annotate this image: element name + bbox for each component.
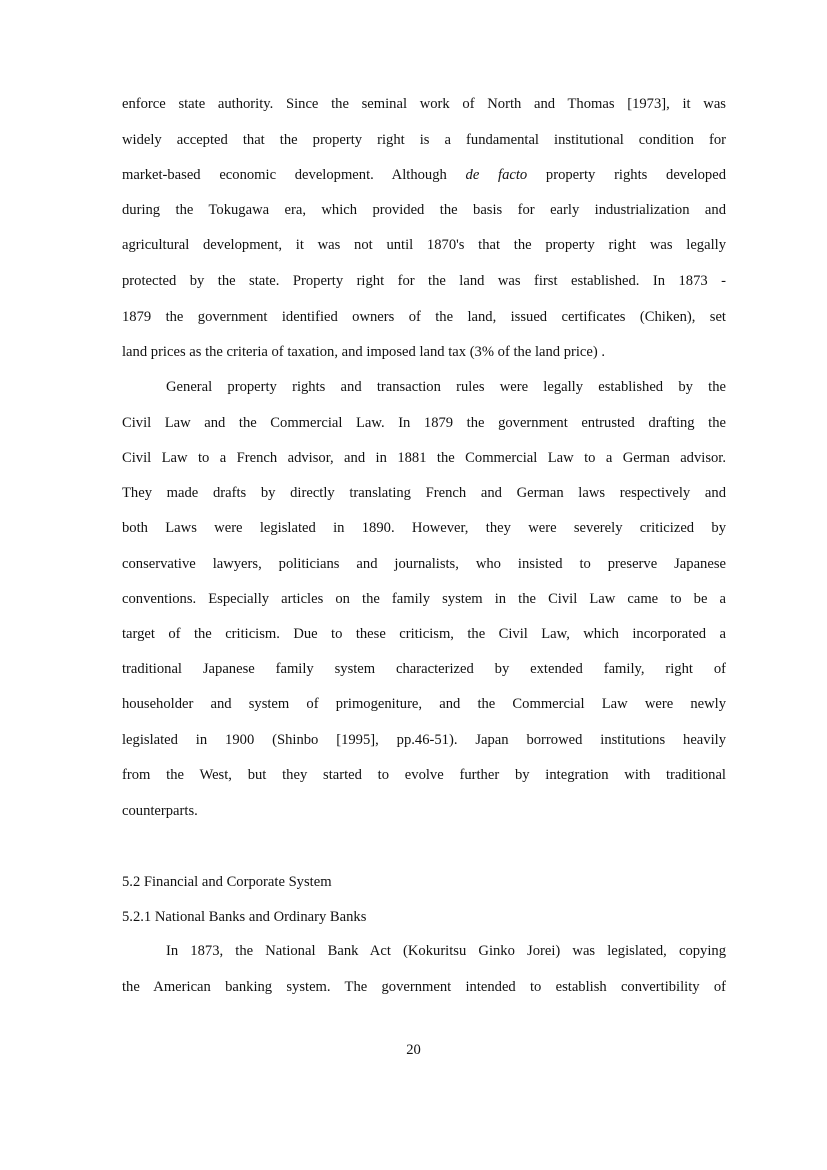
paragraph-line: protected by the state. Property right for the land was first established. In 1873 - — [122, 273, 726, 289]
paragraph-line: enforce state authority. Since the seminal work of North and Thomas [1973], it was — [122, 96, 726, 112]
paragraph-line: the American banking system. The government intended to establish convertibility of — [122, 979, 726, 995]
paragraph-line: land prices as the criteria of taxation, and imposed land tax (3% of the land price) . — [122, 344, 606, 360]
text-span: property rights developed — [527, 167, 726, 183]
paragraph-line: General property rights and transaction rules were legally established by the — [166, 379, 726, 395]
italic-term: de facto — [465, 167, 528, 183]
section-heading: 5.2 Financial and Corporate System — [122, 874, 332, 890]
paragraph-line: widely accepted that the property right is a fundamental institutional condition for — [122, 132, 726, 148]
paragraph-line — [122, 165, 726, 185]
paragraph-line: conservative lawyers, politicians and journalists, who insisted to preserve Japanese — [122, 556, 726, 572]
paragraph-line: In 1873, the National Bank Act (Kokuritsu Ginko Jorei) was legislated, copying — [166, 943, 726, 959]
page-number: 20 — [406, 1042, 421, 1058]
paragraph-line: traditional Japanese family system characterized by extended family, right of — [122, 661, 726, 677]
paragraph-line: legislated in 1900 (Shinbo [1995], pp.46-51). Japan borrowed institutions heavily — [122, 732, 726, 748]
paragraph-line: Civil Law and the Commercial Law. In 1879 the government entrusted drafting the — [122, 415, 726, 431]
paragraph-line: Civil Law to a French advisor, and in 1881 the Commercial Law to a German advisor. — [122, 450, 726, 466]
paragraph-line: 1879 the government identified owners of the land, issued certificates (Chiken), set — [122, 309, 726, 325]
paragraph-line: They made drafts by directly translating French and German laws respectively and — [122, 485, 726, 501]
paragraph-line: agricultural development, it was not until 1870's that the property right was legally — [122, 237, 726, 253]
text-span: market-based economic development. Although — [122, 167, 466, 183]
paragraph-line: counterparts. — [122, 803, 198, 819]
paragraph-line: conventions. Especially articles on the family system in the Civil Law came to be a — [122, 591, 726, 607]
paragraph-line: householder and system of primogeniture, and the Commercial Law were newly — [122, 696, 726, 712]
paragraph-line: during the Tokugawa era, which provided the basis for early industrialization and — [122, 202, 726, 218]
paragraph-line: both Laws were legislated in 1890. However, they were severely criticized by — [122, 520, 726, 536]
subsection-heading: 5.2.1 National Banks and Ordinary Banks — [122, 909, 367, 925]
paragraph-line: from the West, but they started to evolve further by integration with traditional — [122, 767, 726, 783]
paragraph-line: target of the criticism. Due to these criticism, the Civil Law, which incorporated a — [122, 626, 726, 642]
